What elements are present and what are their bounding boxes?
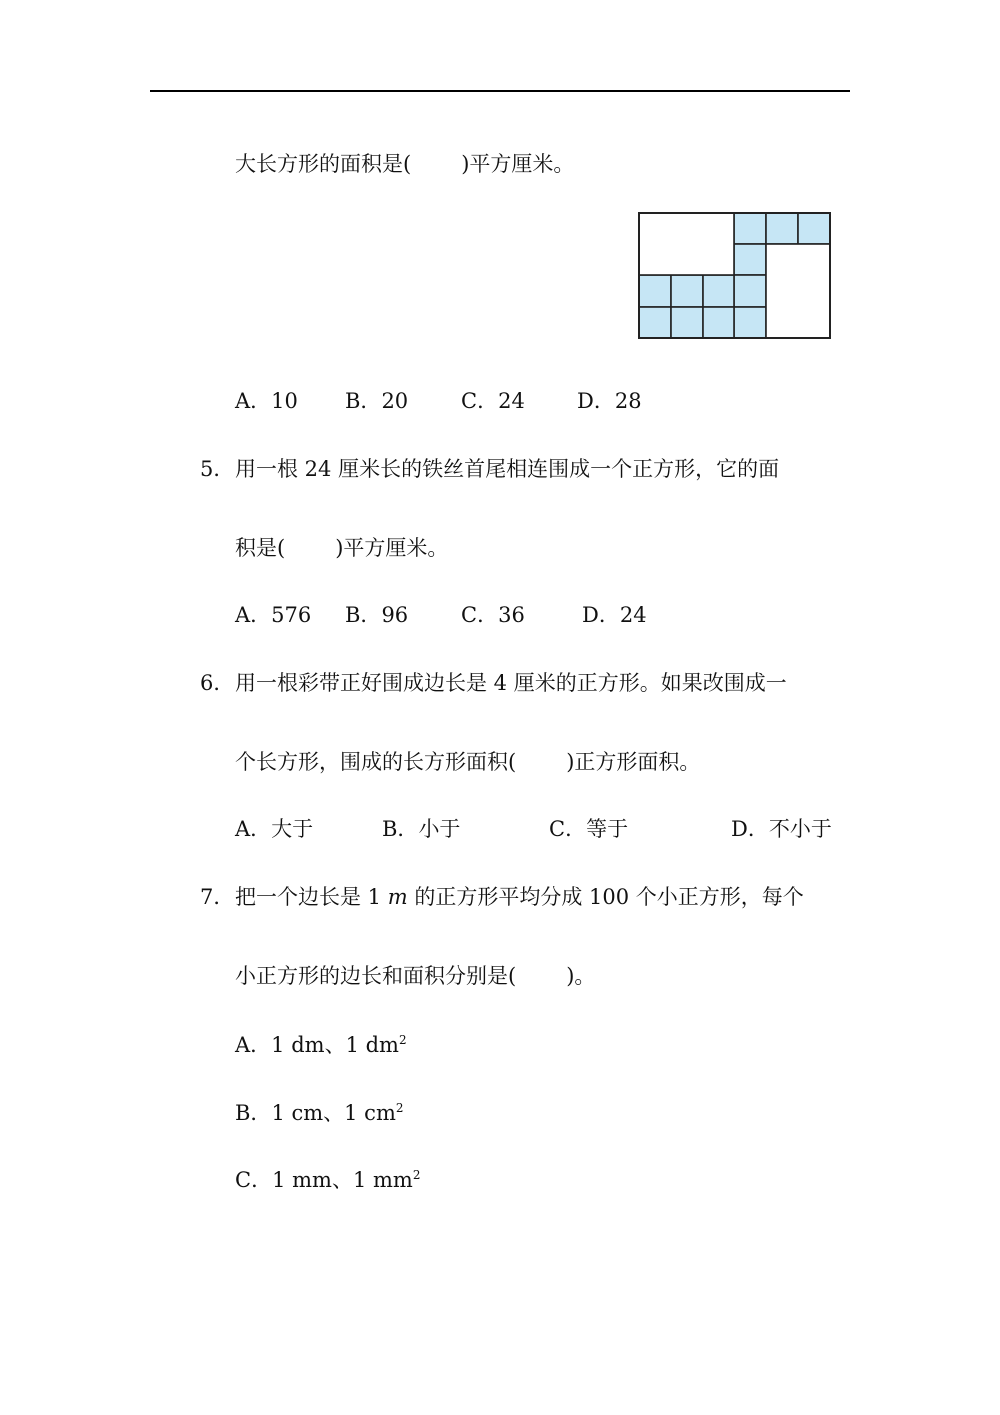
shaded-cell [734,307,766,338]
header-rule [150,90,850,92]
q4-option-a: A．10 [235,389,298,413]
q6-line2: 个长方形，围成的长方形面积( )正方形面积。 [235,750,701,774]
q4-stem-end: 大长方形的面积是( )平方厘米。 [235,152,575,176]
shaded-cell [671,275,703,307]
shaded-cell [639,275,671,307]
q5-line1: 用一根 24 厘米长的铁丝首尾相连围成一个正方形，它的面 [235,457,780,481]
shaded-cell [639,307,671,338]
q7-option-c: C．1 mm、1 $mm^2$ [235,1168,421,1192]
white-rectangle-right [766,244,830,338]
q4-option-d: D．28 [577,389,642,413]
shaded-cell [671,307,703,338]
q4-figure [636,210,836,344]
shaded-cell [766,213,798,244]
shaded-cell [703,307,734,338]
q5-line2: 积是( )平方厘米。 [235,536,449,560]
shaded-cell [734,244,766,275]
shaded-cell [734,213,766,244]
q6-option-a: A．大于 [235,817,314,841]
q6-line1: 用一根彩带正好围成边长是 4 厘米的正方形。如果改围成一 [235,671,787,695]
q5-option-a: A．576 [235,603,312,627]
q4-option-b: B．20 [345,389,409,413]
shaded-cell [798,213,830,244]
q4-option-c: C．24 [461,389,525,413]
white-rectangle-left [639,213,734,275]
q6-option-b: B．小于 [382,817,461,841]
q7-line2: 小正方形的边长和面积分别是( )。 [235,964,596,988]
q7-option-a: A．1 dm、1 $dm^2$ [235,1033,407,1057]
shaded-cell [734,275,766,307]
q7-number: 7． [200,885,235,909]
q5-option-d: D．24 [582,603,647,627]
q6-option-c: C．等于 [549,817,629,841]
q6-number: 6． [200,671,235,695]
q6-option-d: D．不小于 [731,817,832,841]
q5-option-b: B．96 [345,603,409,627]
q5-option-c: C．36 [461,603,525,627]
q7-option-b: B．1 cm、1 $cm^2$ [235,1101,404,1125]
shaded-cell [703,275,734,307]
q5-number: 5． [200,457,235,481]
q7-line1: 把一个边长是 1 m 的正方形平均分成 100 个小正方形，每个 [235,885,804,909]
